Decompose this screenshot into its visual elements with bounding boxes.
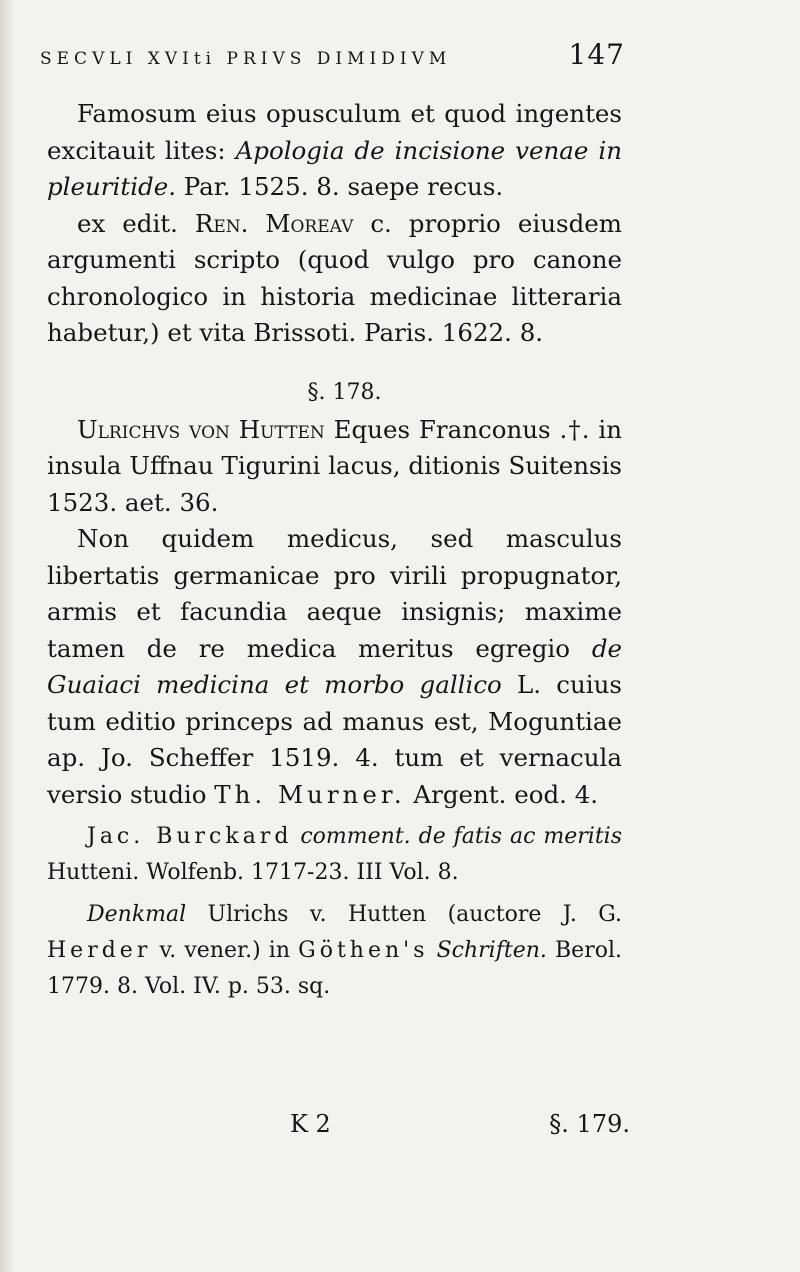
paragraph-edition bbox=[47, 206, 622, 352]
paragraph-hutten-description bbox=[47, 521, 622, 813]
footnote-burckard bbox=[47, 819, 622, 891]
text-span: Argent. eod. 4. bbox=[405, 779, 599, 809]
page-number: 147 bbox=[568, 38, 625, 71]
author-name: Ren. Moreav bbox=[194, 208, 354, 238]
author-name: Göthen's bbox=[298, 938, 429, 963]
text-span: c. proprio eiusdem argumenti scripto (quod vulgo pro canone chronologico in historia medicinae litteraria habetur,) et vita Brissoti. Paris. 1622. 8. bbox=[47, 208, 623, 347]
book-title: comment. de fatis ac meritis bbox=[292, 824, 623, 849]
text-span: ex edit. bbox=[77, 208, 195, 238]
section-heading: §. 178. bbox=[307, 379, 382, 405]
author-name: Herder bbox=[47, 938, 152, 963]
running-header bbox=[40, 38, 625, 71]
paragraph-hutten-entry bbox=[47, 412, 622, 522]
translator-name: Th. Murner. bbox=[214, 779, 406, 809]
text-span: L. cuius tum editio princeps ad manus est, Moguntiae ap. Jo. Scheffer 1519. 4. tum et vernacula versio studio bbox=[47, 670, 622, 809]
text-span: Berol. 1779. 8. Vol. IV. p. 53. sq. bbox=[47, 938, 622, 999]
main-text bbox=[47, 96, 622, 1005]
text-span: Ulrichs v. Hutten (auctore J. G. bbox=[186, 902, 622, 927]
author-name: Ulrichvs von Hutten bbox=[77, 414, 325, 444]
text-span: Eques Franconus .†. in insula Uffnau Tigurini lacus, ditionis Suitensis 1523. aet. 36. bbox=[47, 414, 622, 517]
book-title: Denkmal bbox=[87, 902, 187, 927]
text-span: Par. 1525. 8. saepe recus. bbox=[176, 172, 504, 201]
book-title: Schriften. bbox=[428, 938, 547, 963]
text-span: Hutteni. Wolfenb. 1717-23. III Vol. 8. bbox=[47, 860, 459, 885]
author-name: Jac. Burckard bbox=[87, 824, 293, 849]
text-span: v. vener.) in bbox=[151, 938, 299, 963]
page-footer bbox=[290, 1110, 630, 1138]
text-span: Non quidem medicus, sed masculus libertatis germanicae pro virili propugnator, armis et facundia aeque insignis; maxime tamen de re medica meritus egregio bbox=[47, 524, 622, 663]
book-title: de Guaiaci medicina et morbo gallico bbox=[47, 633, 622, 699]
running-title: SECVLI XVIti PRIVS DIMIDIVM bbox=[40, 49, 452, 69]
page-gutter-shadow bbox=[0, 0, 14, 1272]
paragraph-opusculum bbox=[47, 96, 622, 206]
catchword: §. 179. bbox=[549, 1110, 630, 1138]
footnote-herder bbox=[47, 897, 622, 1005]
signature-mark: K 2 bbox=[290, 1110, 331, 1138]
book-title: Apologia de incisione venae in pleuritide. bbox=[47, 135, 622, 201]
text-span: Famosum eius opusculum et quod ingentes excitauit lites: bbox=[47, 99, 622, 165]
